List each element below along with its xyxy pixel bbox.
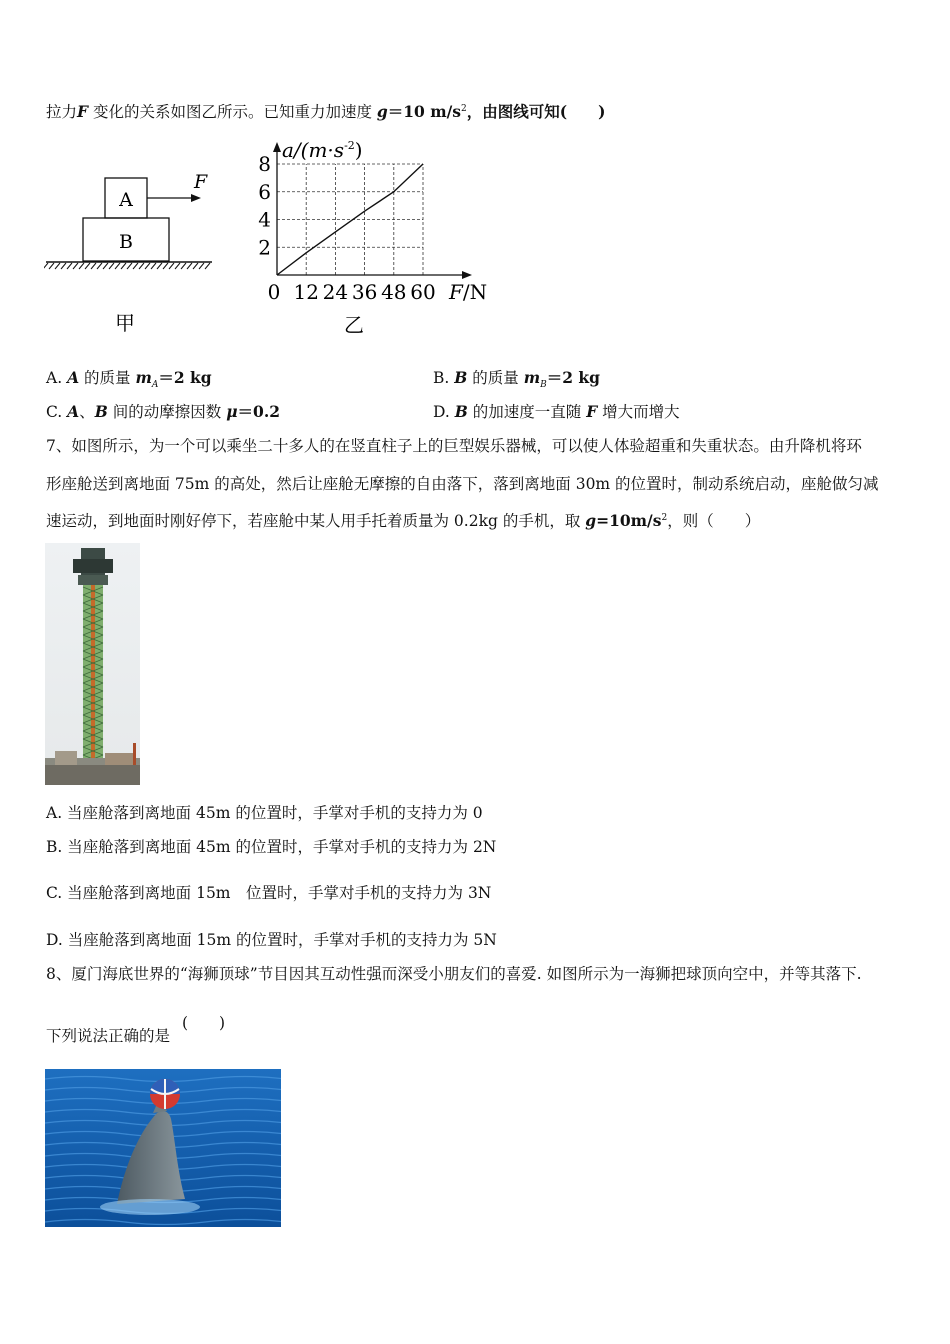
q7-line-2: 形座舱送到离地面 75m 的高处，然后让座舱无摩擦的自由落下，落到离地面 30m 的位置时，制动系统启动，座舱做匀减 — [46, 475, 879, 493]
y-tick-label: 2 — [258, 235, 271, 260]
x-tick-label: 48 — [381, 280, 407, 304]
x-tick-label: 36 — [351, 280, 378, 304]
block-a-label: A — [119, 189, 133, 211]
x-axis-label: F/N — [449, 280, 488, 304]
q7-option-b[interactable]: B. 当座舱落到离地面 45m 的位置时，手掌对手机的支持力为 2N — [46, 838, 497, 856]
y-tick-label: 4 — [258, 207, 271, 232]
figure-jia — [44, 168, 219, 338]
q7-line-3: 速运动，到地面时刚好停下，若座舱中某人用手托着质量为 0.2kg 的手机，取 $g=10m/s^2$，则（ ） — [46, 511, 761, 530]
y-tick-label: 8 — [258, 152, 271, 176]
q8-line-1: 8、厦门海底世界的“海狮顶球”节目因其互动性强而深受小朋友们的喜爱. 如图所示为一海狮把球顶向空中，并等其落下. — [46, 965, 862, 983]
option-a[interactable]: A. A 的质量 $m_A=2$ kg — [46, 368, 212, 391]
q8-paren: ( ) — [182, 1014, 226, 1032]
option-d[interactable]: D. B 的加速度一直随 F 增大而增大 — [433, 402, 680, 421]
option-c[interactable]: C. A、B 间的动摩擦因数 μ＝0.2 — [46, 402, 281, 421]
q7-option-a[interactable]: A. 当座舱落到离地面 45m 的位置时，手掌对手机的支持力为 0 — [46, 804, 483, 822]
x-tick-label: 24 — [322, 280, 349, 304]
block-b-label: B — [119, 231, 133, 253]
intro-line: 拉力F 变化的关系如图乙所示。已知重力加速度 g＝10 $m/s^2$，由图线可知( ) — [46, 102, 606, 121]
y-axis-label: $a/(m\cdot s^{-2})$ — [282, 138, 363, 162]
option-b[interactable]: B. B 的质量 $m_B=2$ kg — [433, 368, 601, 391]
tower-photo — [45, 543, 140, 785]
origin-label: 0 — [267, 280, 281, 304]
q7-line-1: 7、如图所示，为一个可以乘坐二十多人的在竖直柱子上的巨型娱乐器械，可以使人体验超重和失重状态。由升降机将环 — [46, 437, 862, 455]
y-tick-label: 6 — [258, 179, 271, 204]
caption-yi: 乙 — [344, 313, 364, 337]
q8-line-2: 下列说法正确的是 — [46, 1027, 171, 1045]
figure-yi-chart — [240, 138, 500, 338]
q7-option-d[interactable]: D. 当座舱落到离地面 15m 的位置时，手掌对手机的支持力为 5N — [46, 931, 497, 949]
force-f-label: F — [194, 171, 208, 193]
x-tick-label: 12 — [293, 280, 319, 304]
dolphin-ball-photo — [45, 1069, 281, 1227]
caption-jia: 甲 — [115, 311, 135, 335]
x-tick-label: 60 — [410, 280, 436, 304]
q7-option-c[interactable]: C. 当座舱落到离地面 15m 位置时，手掌对手机的支持力为 3N — [46, 884, 492, 902]
